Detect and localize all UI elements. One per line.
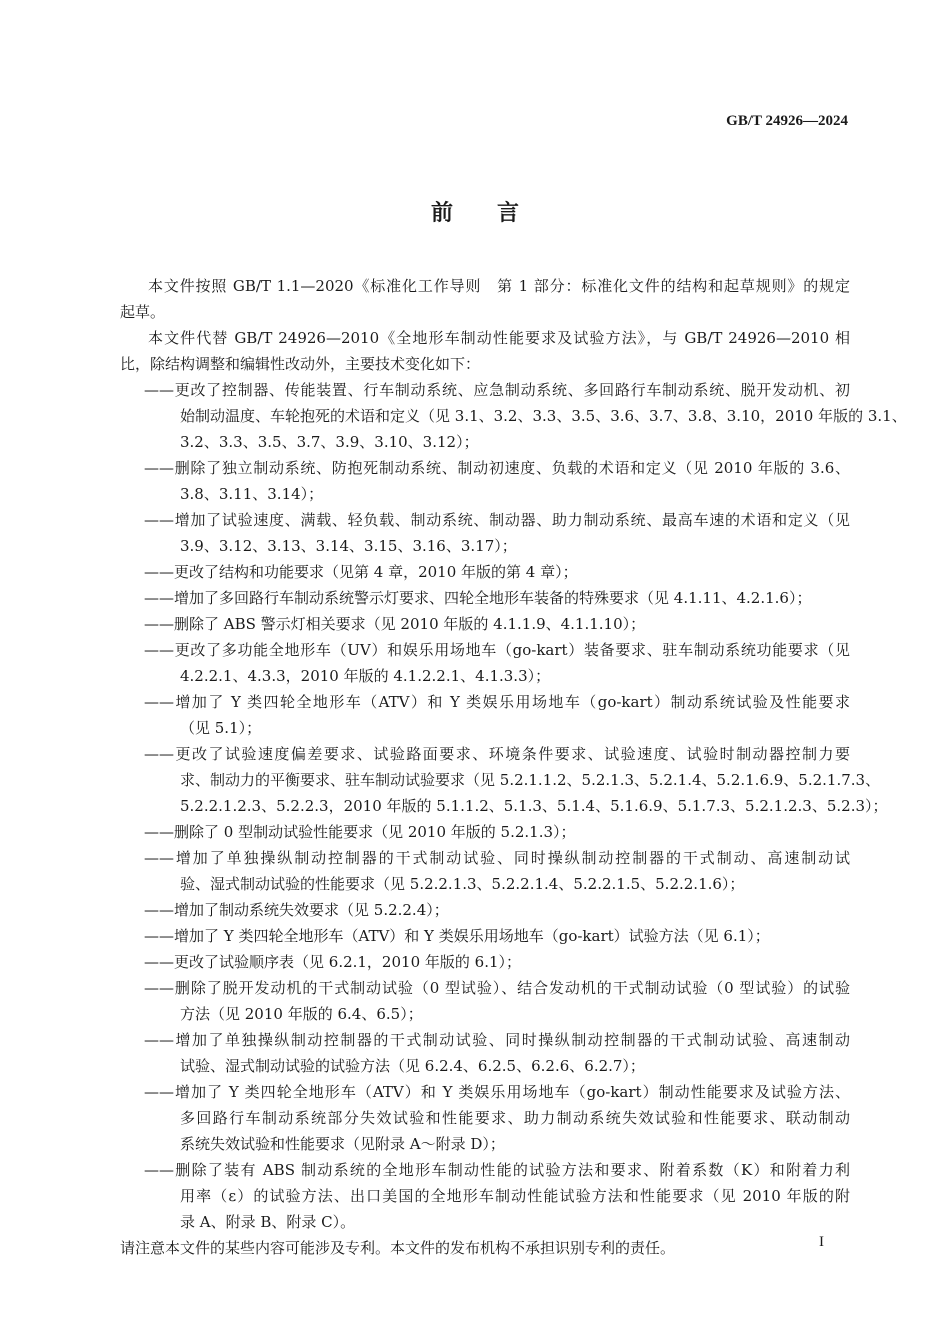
- list-item: [120, 455, 850, 507]
- paragraph-line: 比，除结构调整和编辑性改动外，主要技术变化如下：: [120, 355, 481, 373]
- list-item-line: ——更改了试验顺序表（见 6.2.1，2010 年版的 6.1）；: [144, 953, 522, 971]
- list-item: [120, 949, 850, 975]
- list-item-line: 3.2、3.3、3.5、3.7、3.9、3.10、3.12）；: [180, 433, 479, 451]
- list-item-line: ——更改了试验速度偏差要求、试验路面要求、环境条件要求、试验速度、试验时制动器控制力要: [144, 745, 850, 763]
- list-item-line: ——增加了多回路行车制动系统警示灯要求、四轮全地形车装备的特殊要求（见 4.1.11、4.2.1.6）；: [144, 589, 812, 607]
- list-item-line: ——增加了 Y 类四轮全地形车（ATV）和 Y 类娱乐用场地车（go-kart）试验方法（见 6.1）；: [144, 927, 770, 945]
- list-item-line: ——增加了单独操纵制动控制器的干式制动试验、同时操纵制动控制器的干式制动、高速制动试: [144, 849, 850, 867]
- list-item: [120, 975, 850, 1027]
- list-item-line: 始制动温度、车轮抱死的术语和定义（见 3.1、3.2、3.3、3.5、3.6、3.7、3.8、3.10，2010 年版的 3.1、: [180, 407, 907, 425]
- list-item-line: ——删除了脱开发动机的干式制动试验（0 型试验）、结合发动机的干式制动试验（0 型试验）的试验: [144, 979, 850, 997]
- document-body: [120, 273, 907, 1261]
- list-item-line: ——更改了多功能全地形车（UV）和娱乐用场地车（go-kart）装备要求、驻车制动系统功能要求（见: [144, 641, 850, 659]
- list-item: [120, 637, 850, 689]
- list-item: [120, 819, 850, 845]
- page-title: 前言: [430, 200, 563, 226]
- page-number: I: [819, 1234, 824, 1250]
- list-item-line: ——删除了 ABS 警示灯相关要求（见 2010 年版的 4.1.1.9、4.1.1.10）；: [144, 615, 646, 633]
- intro-paragraphs: [120, 273, 850, 377]
- paragraph: [120, 325, 850, 377]
- list-item: [120, 689, 850, 741]
- list-item-line: 4.2.2.1、4.3.3，2010 年版的 4.1.2.2.1、4.1.3.3）；: [180, 667, 551, 685]
- list-item-line: 3.8、3.11、3.14）；: [180, 485, 324, 503]
- paragraph-line: 本文件代替 GB/T 24926—2010《全地形车制动性能要求及试验方法》，与 GB/T 24926—2010 相: [148, 329, 850, 347]
- paragraph: [120, 273, 850, 325]
- list-item: [120, 845, 850, 897]
- list-item: [120, 611, 850, 637]
- list-item-line: 用率（ε）的试验方法、出口美国的全地形车制动性能试验方法和性能要求（见 2010 年版的附: [180, 1187, 850, 1205]
- list-item-line: （见 5.1）；: [180, 719, 262, 737]
- list-item: [120, 585, 850, 611]
- list-item-line: ——增加了单独操纵制动控制器的干式制动试验、同时操纵制动控制器的干式制动试验、高速制动: [144, 1031, 850, 1049]
- patent-notice: 请注意本文件的某些内容可能涉及专利。本文件的发布机构不承担识别专利的责任。: [120, 1239, 676, 1257]
- list-item-line: ——增加了制动系统失效要求（见 5.2.2.4）；: [144, 901, 449, 919]
- list-item: [120, 377, 907, 455]
- list-item-line: ——更改了结构和功能要求（见第 4 章，2010 年版的第 4 章）；: [144, 563, 578, 581]
- list-item-line: ——增加了 Y 类四轮全地形车（ATV）和 Y 类娱乐用场地车（go-kart）制动性能要求及试验方法、: [144, 1083, 850, 1101]
- paragraph-line: 本文件按照 GB/T 1.1—2020《标准化工作导则 第 1 部分：标准化文件的结构和起草规则》的规定: [148, 277, 850, 295]
- list-item-line: ——删除了装有 ABS 制动系统的全地形车制动性能的试验方法和要求、附着系数（K）和附着力利: [144, 1161, 850, 1179]
- list-item-line: 录 A、附录 B、附录 C）。: [180, 1213, 356, 1231]
- list-item-line: ——删除了独立制动系统、防抱死制动系统、制动初速度、负载的术语和定义（见 2010 年版的 3.6、: [144, 459, 850, 477]
- change-list: [120, 377, 907, 1235]
- list-item-line: 多回路行车制动系统部分失效试验和性能要求、助力制动系统失效试验和性能要求、联动制动: [180, 1109, 850, 1127]
- list-item-line: 试验、湿式制动试验的试验方法（见 6.2.4、6.2.5、6.2.6、6.2.7）；: [180, 1057, 645, 1075]
- list-item: [120, 1027, 850, 1079]
- standard-number: GB/T 24926—2024: [726, 113, 848, 129]
- list-item: [120, 741, 888, 819]
- list-item: [120, 923, 850, 949]
- list-item-line: 系统失效试验和性能要求（见附录 A～附录 D）；: [180, 1135, 505, 1153]
- list-item-line: ——增加了试验速度、满载、轻负载、制动系统、制动器、助力制动系统、最高车速的术语和定义（见: [144, 511, 850, 529]
- list-item-line: ——增加了 Y 类四轮全地形车（ATV）和 Y 类娱乐用场地车（go-kart）制动系统试验及性能要求: [144, 693, 850, 711]
- list-item-line: 方法（见 2010 年版的 6.4、6.5）；: [180, 1005, 423, 1023]
- list-item-line: 验、湿式制动试验的性能要求（见 5.2.2.1.3、5.2.2.1.4、5.2.2.1.5、5.2.2.1.6）；: [180, 875, 745, 893]
- list-item: [120, 1079, 850, 1157]
- list-item-line: 3.9、3.12、3.13、3.14、3.15、3.16、3.17）；: [180, 537, 517, 555]
- paragraph-line: 起草。: [120, 303, 166, 321]
- list-item: [120, 1157, 850, 1235]
- list-item: [120, 897, 850, 923]
- list-item: [120, 559, 850, 585]
- list-item-line: 5.2.2.1.2.3、5.2.2.3，2010 年版的 5.1.1.2、5.1.3、5.1.4、5.1.6.9、5.1.7.3、5.2.1.2.3、5.2.3）；: [180, 797, 888, 815]
- list-item-line: ——删除了 0 型制动试验性能要求（见 2010 年版的 5.2.1.3）；: [144, 823, 576, 841]
- list-item: [120, 507, 850, 559]
- list-item-line: ——更改了控制器、传能装置、行车制动系统、应急制动系统、多回路行车制动系统、脱开发动机、初: [144, 381, 850, 399]
- list-item-line: 求、制动力的平衡要求、驻车制动试验要求（见 5.2.1.1.2、5.2.1.3、5.2.1.4、5.2.1.6.9、5.2.1.7.3、: [180, 771, 881, 789]
